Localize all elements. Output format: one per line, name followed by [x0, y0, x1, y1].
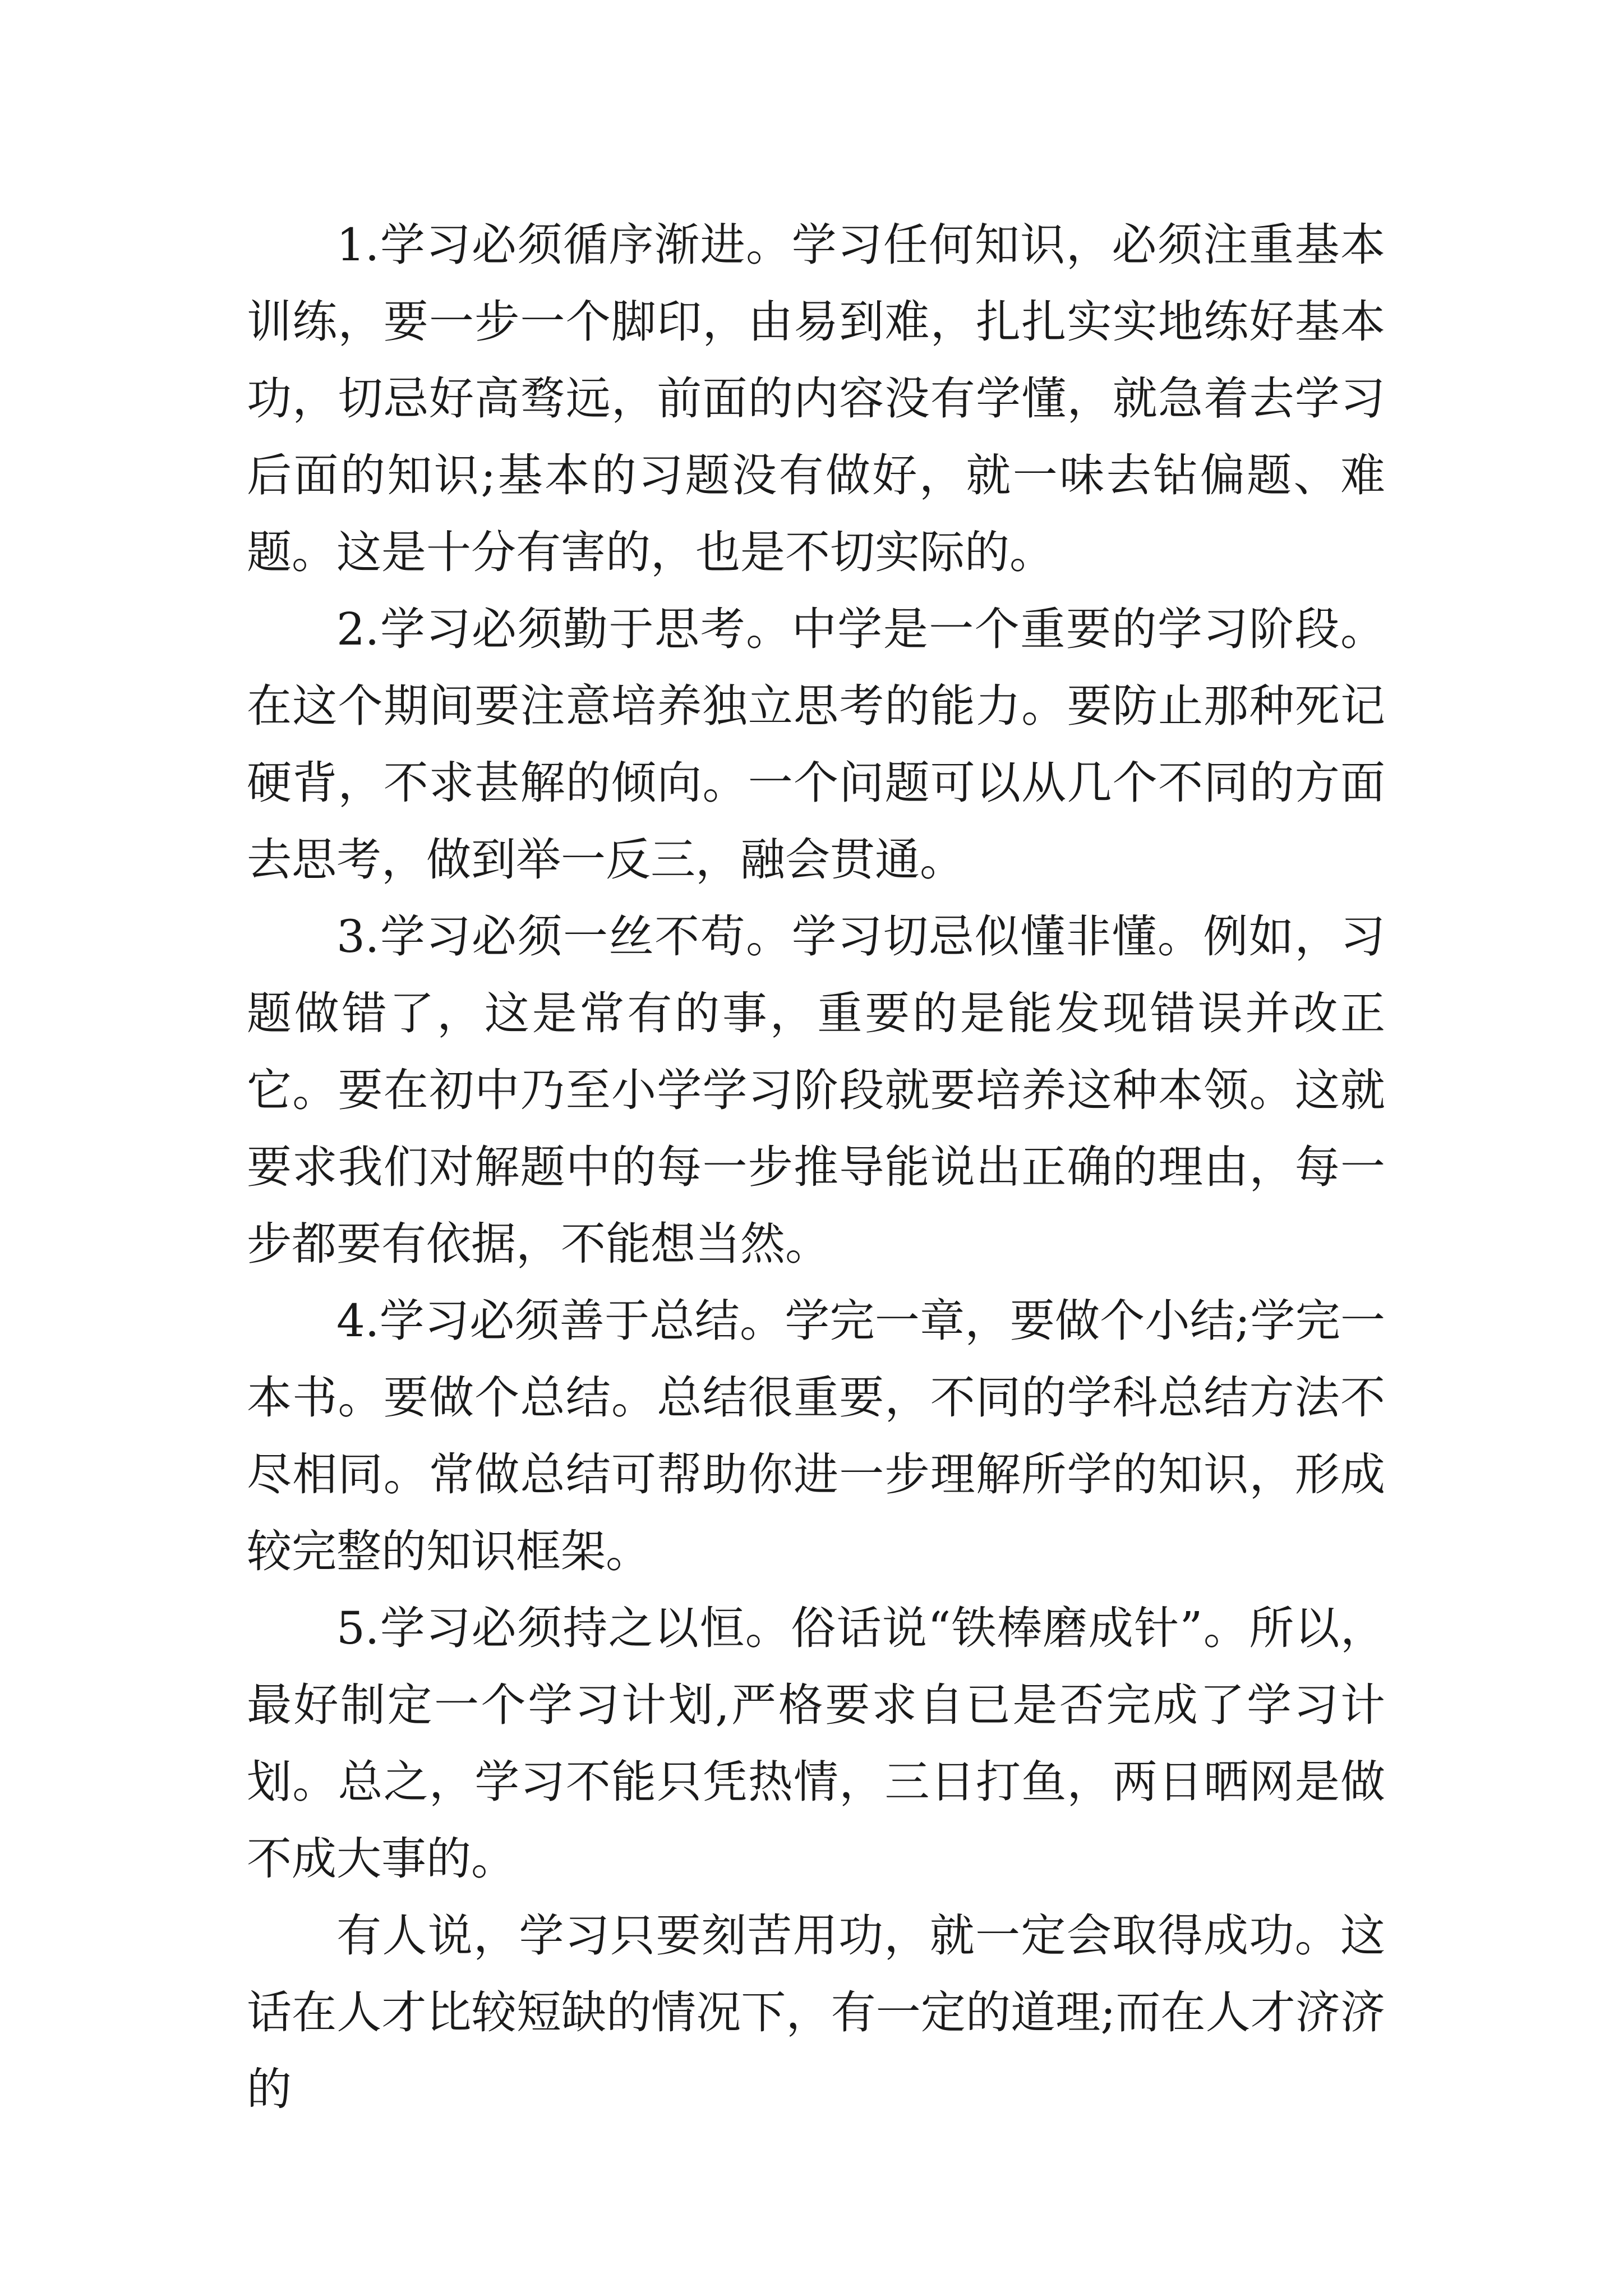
- paragraph-6: 有人说，学习只要刻苦用功，就一定会取得成功。这话在人才比较短缺的情况下，有一定的道理;而在人才济济的: [247, 1910, 1385, 2115]
- paragraph-1: 1.学习必须循序渐进。学习任何知识，必须注重基本训练，要一步一个脚印，由易到难，扎扎实实地练好基本功，切忌好高骛远，前面的内容没有学懂，就急着去学习后面的知识;基本的习题没有做好，就一味去钻偏题、难题。这是十分有害的，也是不切实际的。: [247, 219, 1385, 578]
- paragraph-5: 5.学习必须持之以恒。俗话说“铁棒磨成针”。所以，最好制定一个学习计划,严格要求自已是否完成了学习计划。总之，学习不能只凭热情，三日打鱼，两日晒网是做不成大事的。: [247, 1602, 1385, 1885]
- paragraph-3: 3.学习必须一丝不苟。学习切忌似懂非懂。例如，习题做错了，这是常有的事，重要的是能发现错误并改正它。要在初中乃至小学学习阶段就要培养这种本领。这就要求我们对解题中的每一步推导能说出正确的理由，每一步都要有依据，不能想当然。: [247, 910, 1385, 1270]
- paragraph-4: 4.学习必须善于总结。学完一章，要做个小结;学完一本书。要做个总结。总结很重要，不同的学科总结方法不尽相同。常做总结可帮助你进一步理解所学的知识，形成较完整的知识框架。: [247, 1295, 1385, 1577]
- paragraph-2: 2.学习必须勤于思考。中学是一个重要的学习阶段。在这个期间要注意培养独立思考的能力。要防止那种死记硬背，不求甚解的倾向。一个问题可以从几个不同的方面去思考，做到举一反三，融会贯通。: [247, 603, 1385, 886]
- document-body: [247, 206, 1385, 2128]
